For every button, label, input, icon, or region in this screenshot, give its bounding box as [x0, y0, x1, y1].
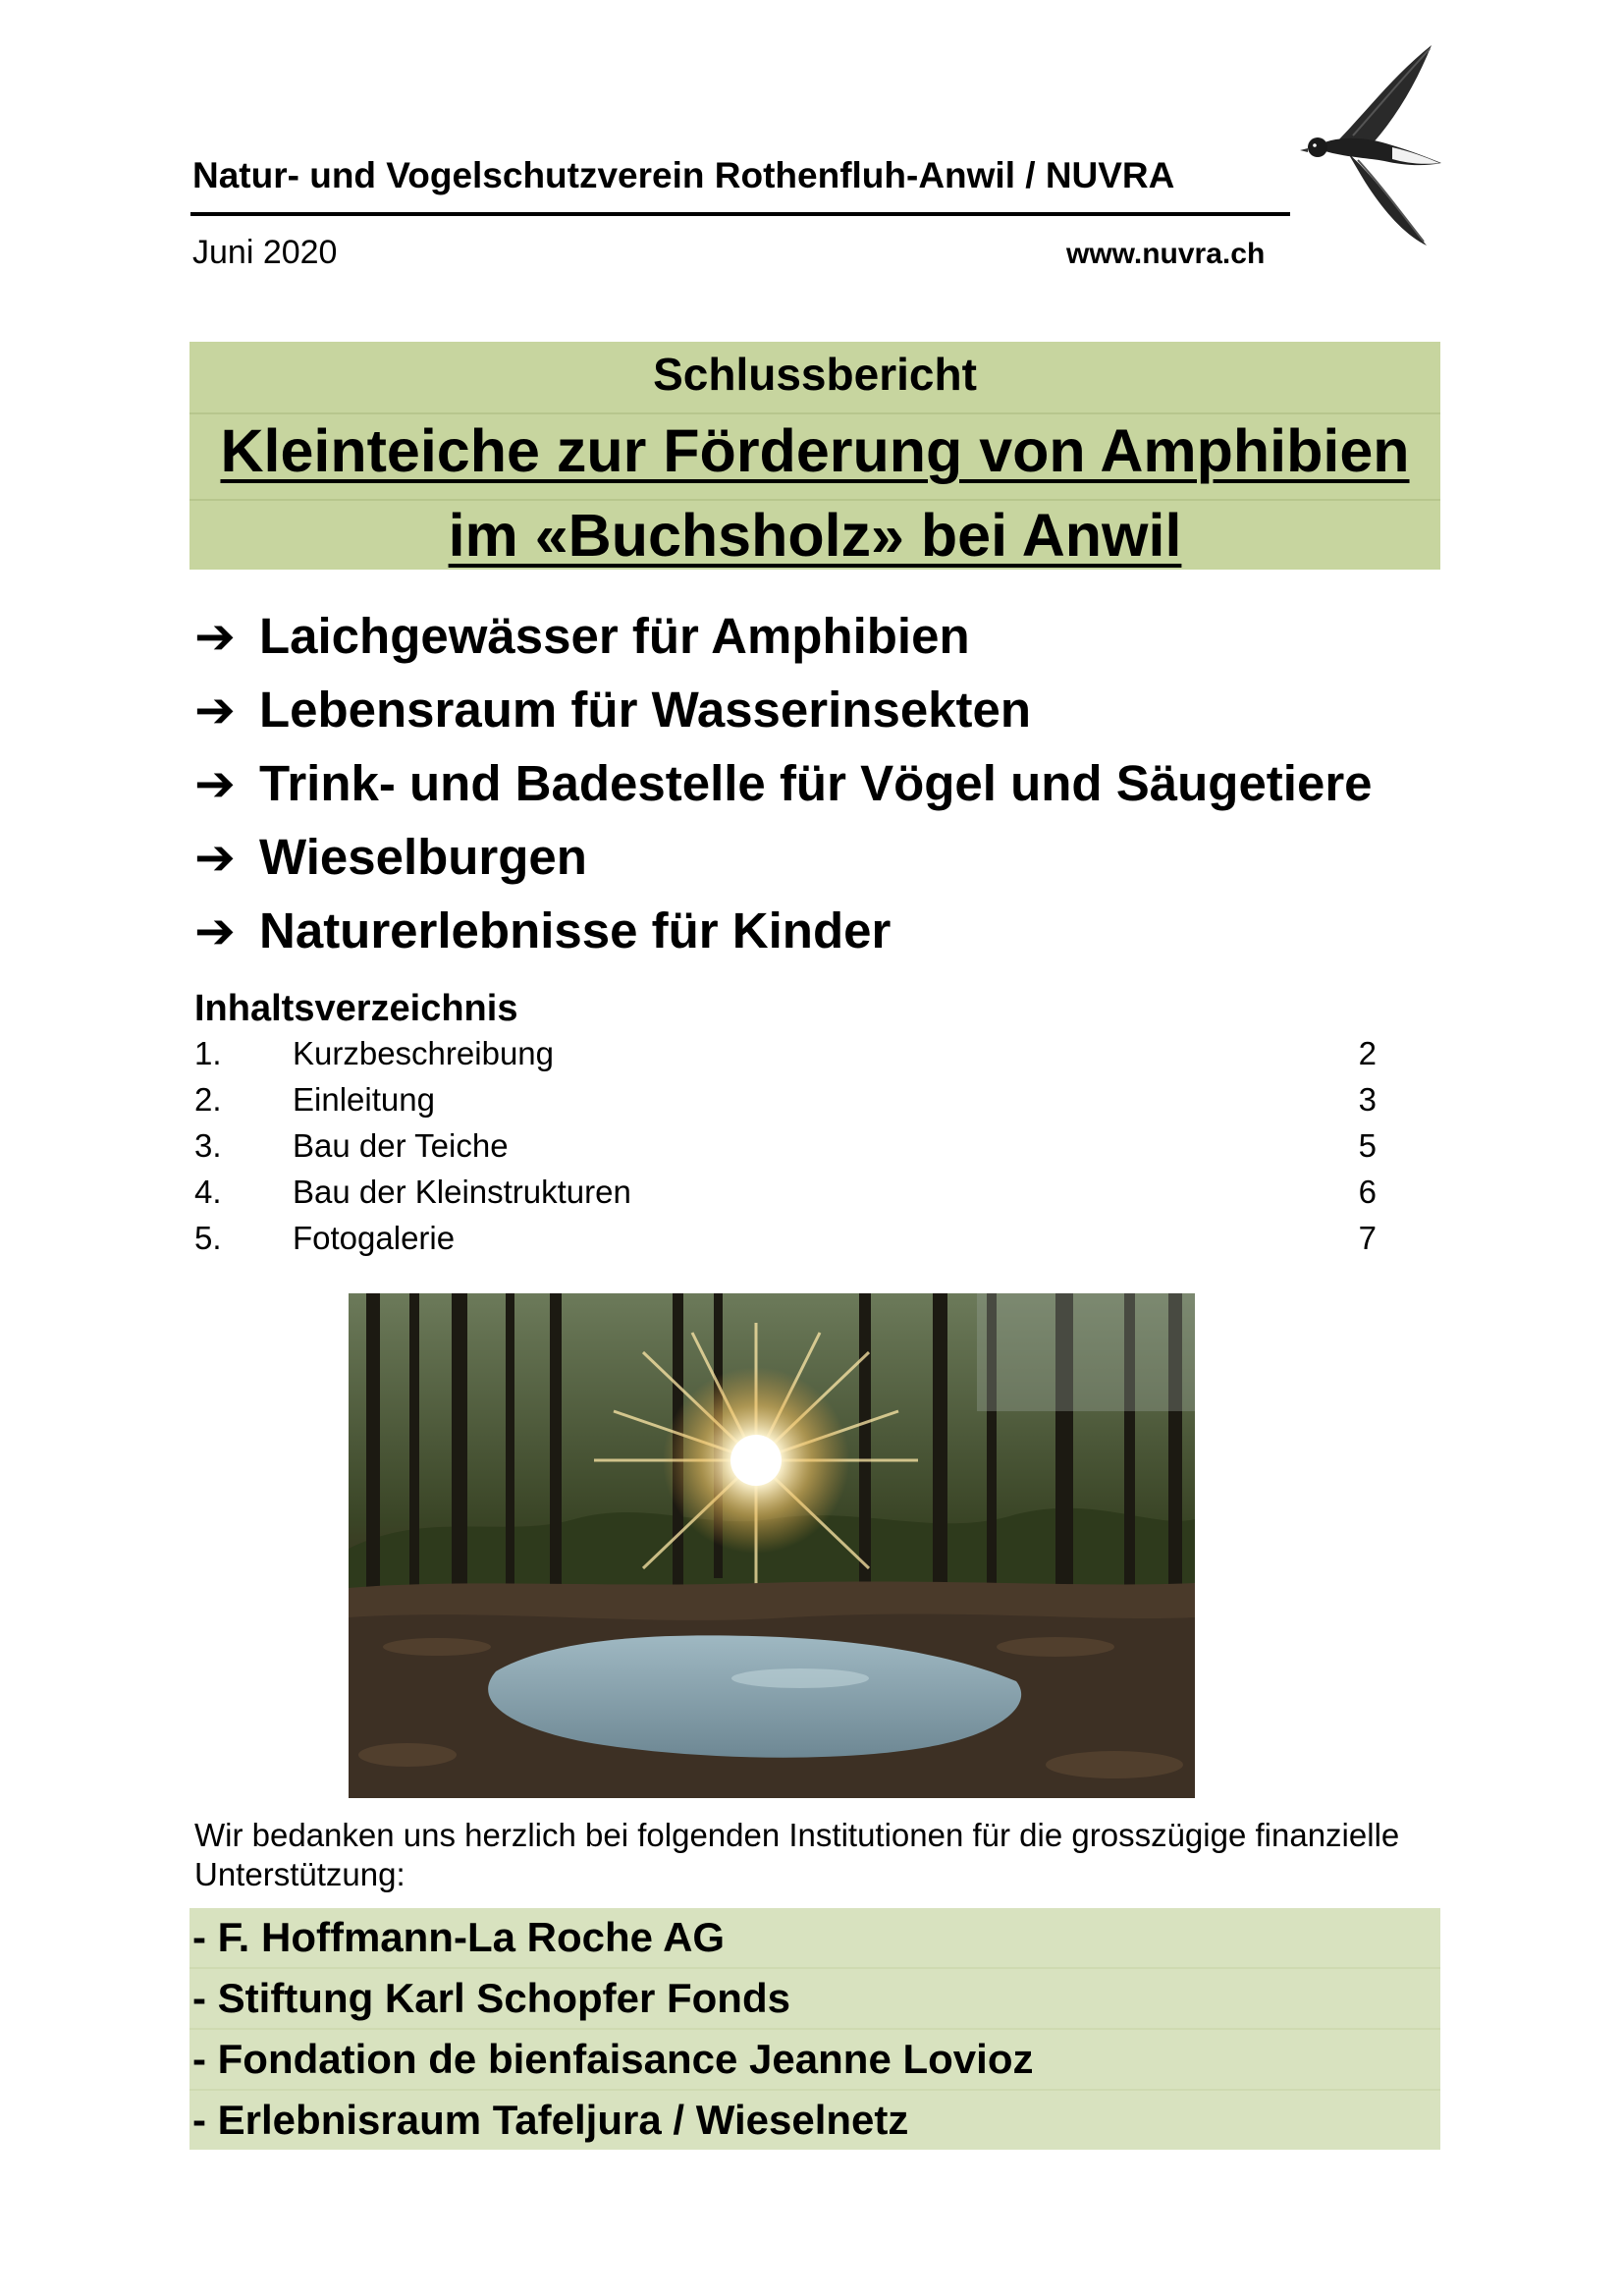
arrow-right-icon: ➔: [194, 607, 236, 665]
thanks-text: Wir bedanken uns herzlich bei folgenden Institutionen für die grosszügige finanzielle Unterstützung:: [194, 1817, 1400, 1892]
sponsor-item: - Stiftung Karl Schopfer Fonds: [189, 1969, 1440, 2030]
benefit-list: [194, 599, 1373, 967]
title-separator: [189, 412, 1440, 414]
arrow-right-icon: ➔: [194, 681, 236, 738]
toc-heading: Inhaltsverzeichnis: [194, 988, 518, 1029]
toc-number: 5.: [194, 1220, 222, 1256]
toc-entry[interactable]: [194, 1127, 1377, 1174]
sponsor-item: - Fondation de bienfaisance Jeanne Lovioz: [189, 2030, 1440, 2091]
benefit-item: [194, 599, 1373, 673]
benefit-item: [194, 894, 1373, 967]
benefit-text: Laichgewässer für Amphibien: [259, 608, 970, 664]
benefit-item: [194, 820, 1373, 894]
toc-page: 2: [1358, 1035, 1377, 1071]
report-title-line-1: Kleinteiche zur Förderung von Amphibien: [220, 417, 1410, 484]
table-of-contents: [194, 1035, 1377, 1266]
toc-title: Fotogalerie: [293, 1220, 456, 1256]
toc-number: 2.: [194, 1081, 222, 1118]
arrow-right-icon: ➔: [194, 902, 236, 959]
website-link[interactable]: www.nuvra.ch: [1066, 238, 1266, 270]
toc-title: Bau der Kleinstrukturen: [293, 1174, 631, 1210]
toc-entry[interactable]: [194, 1220, 1377, 1266]
toc-page: 6: [1358, 1174, 1377, 1210]
toc-title: Einleitung: [293, 1081, 435, 1118]
toc-page: 5: [1358, 1127, 1377, 1164]
arrow-right-icon: ➔: [194, 828, 236, 886]
sponsor-item: - F. Hoffmann-La Roche AG: [189, 1908, 1440, 1969]
sponsor-list: [189, 1908, 1440, 2150]
benefit-item: [194, 673, 1373, 746]
report-kicker: Schlussbericht: [653, 349, 977, 400]
benefit-text: Wieselburgen: [259, 829, 587, 885]
title-box: [189, 342, 1440, 570]
toc-title: Kurzbeschreibung: [293, 1035, 554, 1071]
header-divider: [190, 212, 1290, 216]
toc-title: Bau der Teiche: [293, 1127, 509, 1164]
benefit-text: Trink- und Badestelle für Vögel und Säugetiere: [259, 755, 1373, 811]
sponsor-item: - Erlebnisraum Tafeljura / Wieselnetz: [192, 2097, 909, 2143]
forest-pond-photo: [349, 1293, 1195, 1798]
organization-name: Natur- und Vogelschutzverein Rothenfluh-Anwil / NUVRA: [192, 155, 1175, 195]
toc-number: 3.: [194, 1127, 222, 1164]
swallow-bird-icon: [1294, 37, 1451, 253]
report-title-line-2: im «Buchsholz» bei Anwil: [448, 502, 1182, 569]
toc-number: 1.: [194, 1035, 222, 1071]
benefit-text: Naturerlebnisse für Kinder: [259, 902, 892, 958]
toc-entry[interactable]: [194, 1081, 1377, 1127]
toc-entry[interactable]: [194, 1035, 1377, 1081]
arrow-right-icon: ➔: [194, 754, 236, 812]
report-date: Juni 2020: [192, 234, 338, 271]
toc-entry[interactable]: [194, 1174, 1377, 1220]
toc-page: 7: [1358, 1220, 1377, 1256]
benefit-text: Lebensraum für Wasserinsekten: [259, 682, 1032, 738]
toc-number: 4.: [194, 1174, 222, 1210]
toc-page: 3: [1358, 1081, 1377, 1118]
benefit-item: [194, 746, 1373, 820]
